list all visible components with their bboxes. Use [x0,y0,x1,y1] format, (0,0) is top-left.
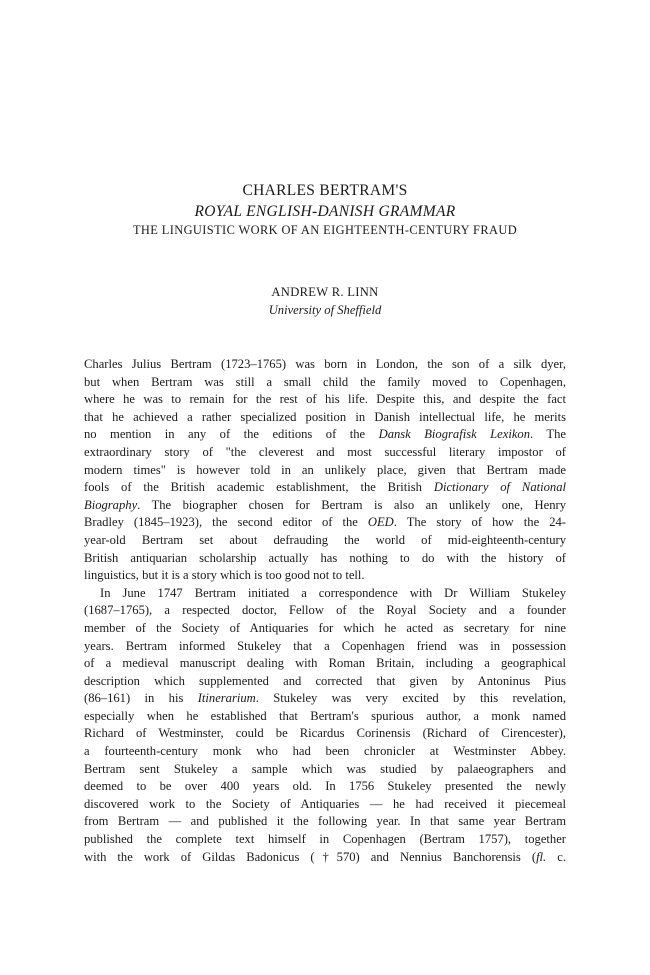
text-line [84,849,566,867]
text-line [84,725,566,743]
title-line-2: ROYAL ENGLISH-DANISH GRAMMAR [194,203,456,220]
text-segment: . The story of how the 24- [393,515,566,530]
author-affiliation: University of Sheffield [268,303,382,317]
text-line [84,708,566,726]
text-segment: year-old Bertram set about defrauding the world of mid-eighteenth-century [84,532,566,547]
italic-text: Dansk Biografisk Lexikon [378,427,531,442]
text-line [84,567,566,585]
italic-text: Itinerarium [197,691,256,706]
text-segment: published the complete text himself in Copenhagen (Bertram 1757), together [84,832,566,847]
text-segment: linguistics, but it is a story which is too good not to tell. [84,568,365,583]
text-line [84,796,566,814]
text-line [84,391,566,409]
text-line [84,374,566,392]
text-segment: of a medieval manuscript dealing with Roman Britain, including a geographical [84,656,566,671]
text-segment: deemed to be over 400 years old. In 1756 Stukeley presented the newly [84,779,566,794]
text-segment: British antiquarian scholarship actually has nothing to do with the history of [84,550,566,565]
text-line [84,585,566,603]
text-line [84,356,566,374]
author-name: ANDREW R. LINN [271,285,379,299]
text-line [84,761,566,779]
text-line [84,426,566,444]
byline [0,283,650,319]
text-line [84,462,566,480]
subtitle: THE LINGUISTIC WORK OF AN EIGHTEENTH-CENTURY FRAUD [132,223,518,237]
text-line [84,620,566,638]
text-line [84,743,566,761]
text-segment: Bradley (1845–1923), the second editor of the [84,515,368,530]
text-segment: . Stukeley was very excited by this revelation, [255,691,567,706]
text-line [84,444,566,462]
text-segment: Charles Julius Bertram (1723–1765) was born in London, the son of a silk dyer, [84,357,566,371]
text-line [84,778,566,796]
italic-text: fl. [536,849,547,864]
text-segment: (1687–1765), a respected doctor, Fellow of the Royal Society and a founder [84,603,566,618]
text-segment: . The biographer chosen for Bertram is also an unlikely one, Henry [137,497,566,512]
text-segment: extraordinary story of "the cleverest and most successful literary impostor of [84,444,566,459]
text-line [84,602,566,620]
text-segment: Richard of Westminster, could be Ricardus Corinensis (Richard of Cirencester), [84,726,566,741]
text-line [84,497,566,515]
text-segment: (86–161) in his [84,691,198,706]
text-segment: a fourteenth-century monk who had been chronicler at Westminster Abbey. [84,744,566,759]
body-text [84,356,566,866]
text-segment: discovered work to the Society of Antiquaries — he had received it piecemeal [84,796,566,811]
italic-text: Biography [84,497,138,512]
text-segment: years. Bertram informed Stukeley that a Copenhagen friend was in possession [84,638,566,653]
text-line [84,813,566,831]
text-segment: In June 1747 Bertram initiated a correspondence with Dr William Stukeley [100,585,566,600]
text-line [84,532,566,550]
text-segment: from Bertram — and published it the following year. In that same year Bertram [84,814,566,829]
text-segment: fools of the British academic establishment, the British [84,480,434,495]
text-segment: where he was to remain for the rest of his life. Despite this, and despite the fact [84,392,566,407]
text-line [84,638,566,656]
text-line [84,514,566,532]
text-segment: . The [530,427,566,442]
text-segment: c. [546,849,566,864]
text-line [84,550,566,568]
title-line-1: CHARLES BERTRAM'S [242,182,408,199]
text-line [84,690,566,708]
text-segment: that he achieved a rather specialized position in Danish intellectual life, he merits [84,409,566,424]
italic-text: Dictionary of National [433,480,567,495]
text-line [84,673,566,691]
text-segment: modern times" is however told in an unlikely place, given that Bertram made [84,462,566,477]
text-segment: description which supplemented and corrected that given by Antoninus Pius [84,673,566,688]
text-line [84,409,566,427]
text-line [84,831,566,849]
text-line [84,655,566,673]
text-segment: but when Bertram was still a small child the family moved to Copenhagen, [84,374,566,389]
text-line [84,479,566,497]
text-segment: with the work of Gildas Badonicus (†570) and Nennius Banchorensis ( [84,849,537,864]
text-segment: member of the Society of Antiquaries for which he acted as secretary for nine [84,620,566,635]
text-segment: especially when he established that Bertram's spurious author, a monk named [84,708,566,723]
text-segment: no mention in any of the editions of the [84,427,379,442]
italic-text: OED [367,515,394,530]
article-title [0,181,650,238]
text-segment: Bertram sent Stukeley a sample which was studied by palaeographers and [84,761,566,776]
